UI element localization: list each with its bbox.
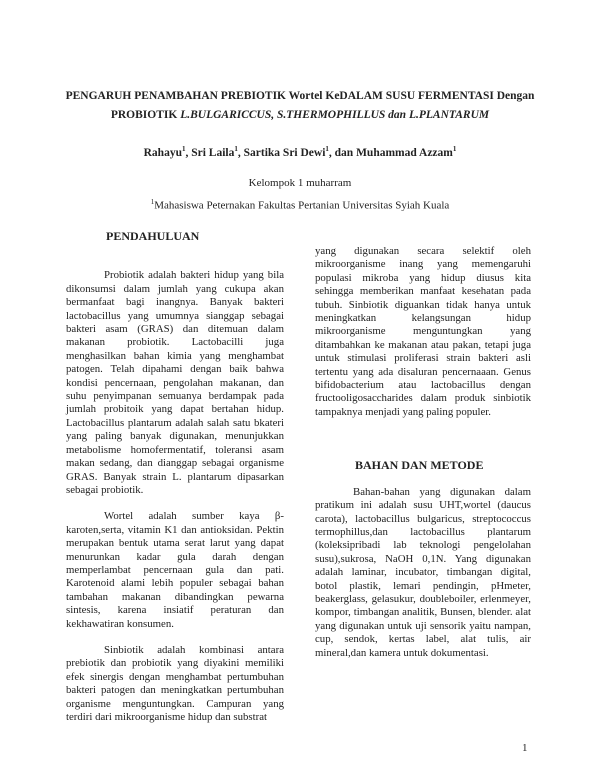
title-line-2-italic: L.BULGARICCUS, S.THERMOPHILLUS dan L.PLANTARUM xyxy=(180,109,490,121)
author-name: Sri Laila xyxy=(191,146,235,159)
body-paragraph: Sinbiotik adalah kombinasi antara prebiotik dan probiotik yang diyakini memiliki efek sinergis dengan menghambat pertumbuhan bakteri patogen dan meningkatkan pertumbuhan organisme menguntungkan. Campuran yang terdiri dari mikroorganisme hidup dan substrat xyxy=(66,643,284,723)
title-line-2-prefix: PROBIOTIK xyxy=(110,109,181,121)
author-affiliation-mark: 1 xyxy=(452,145,457,153)
title-line-1: PENGARUH PENAMBAHAN PREBIOTIK Wortel KeDALAM SUSU FERMENTASI Dengan xyxy=(65,90,535,102)
author-affiliation-mark: 1 xyxy=(325,145,329,153)
left-column xyxy=(66,230,284,737)
author-name: Rahayu xyxy=(143,146,182,159)
author-separator: , xyxy=(185,146,192,159)
body-paragraph: Wortel adalah sumber kaya β-karoten,serta, vitamin K1 dan antioksidan. Pektin merupakan bentuk utama serat larut yang dapat menurunkan kadar gula darah dengan memperlambat pencernaan gula dan pati. Karotenoid alami lebih populer sebagai bahan tambahan makanan dibandingkan pewarna sintesis, karena insiatif peraturan dan kekhawatiran konsumen. xyxy=(66,510,284,630)
author-affiliation-mark: 1 xyxy=(234,145,238,153)
right-column xyxy=(315,245,531,673)
section-heading-pendahuluan: PENDAHULUAN xyxy=(106,229,200,243)
paper-title xyxy=(50,87,550,125)
affiliation xyxy=(50,198,550,212)
body-paragraph: Bahan-bahan yang digunakan dalam pratikum ini adalah susu UHT,wortel (daucus carota), lactobacillus bulgaricus, streptococcus termophillus,dan lactobacillus plantarum (koleksipribadi lab teknologi pengelolahan susu),sukrosa, NaOH 0,1N. Yang digunakan adalah laminar, incubator, timbangan digital, botol plastik, lemari pendingin, pHmeter, beakerglass, gelasukur, doubleboiler, erlenmeyer, kompor, timbangan analitik, Bunsen, blender. alat yang digunakan untuk uji sensorik yaitu nampan, cup, sendok, kertas label, alat tulis, air mineral,dan kamera untuk dokumentasi. xyxy=(315,485,531,659)
author-separator: , dan xyxy=(328,146,357,159)
author-separator: , xyxy=(237,146,244,159)
author-name: Sartika Sri Dewi xyxy=(243,146,326,159)
page-number: 1 xyxy=(522,742,528,754)
body-paragraph-continued: yang digunakan secara selektif oleh mikroorganisme inang yang memengaruhi populasi mikroba yang hidup diusus kita sehingga memberikan manfaat kesehatan pada tubuh. Sinbiotik diguankan tidak hanya untuk meningkatkan kelangsungan hidup mikroorganisme menguntungkan yang ditambahkan ke makanan atau pakan, tetapi juga untuk stimulasi proliferasi strain bakteri asli tertentu yang ada disaluran pencernaaan. Genus bifidobacterium atau lactobacillus dengan fructooligosaccharides dalam produk sinbiotik tampaknya menjadi yang paling populer. xyxy=(315,245,531,418)
group-name: Kelompok 1 muharram xyxy=(248,177,352,189)
author-name: Muhammad Azzam xyxy=(356,146,453,159)
affiliation-text: Mahasiswa Peternakan Fakultas Pertanian Universitas Syiah Kuala xyxy=(154,199,450,212)
author-affiliation-mark: 1 xyxy=(181,145,186,153)
title-line-2 xyxy=(50,106,550,125)
affiliation-mark: 1 xyxy=(150,198,155,206)
section-heading-bahan-dan-metode: BAHAN DAN METODE xyxy=(355,458,484,473)
author-list xyxy=(50,145,550,159)
body-paragraph: Probiotik adalah bakteri hidup yang bila dikonsumsi dalam jumlah yang cukupa akan bermanfaat bagi inangnya. Banyak bakteri lactobacillus yang umumnya sianggap sebagai bakteri asam (GRAS) dan ditemuan dalam makanan probiotik. Lactobacilli juga menghasilkan bahan kimia yang menghambat patogen. Telah dipahami dengan baik bahwa kondisi pencernaan, pengolahan makanan, dan suhu penyimpanan semuanya berdampak pada jumlah probitoik yang dapat bertahan hidup. Lactobacillus plantarum adalah salah satu bkateri yang paling banyak digunakan, menunjukkan metabolisme homofermentatif, toleransi asam makan sedang, dan dianggap sebagai organisme GRAS. Banyak strain L. plantarum dipasarkan sebagai probiotik. xyxy=(66,269,284,496)
